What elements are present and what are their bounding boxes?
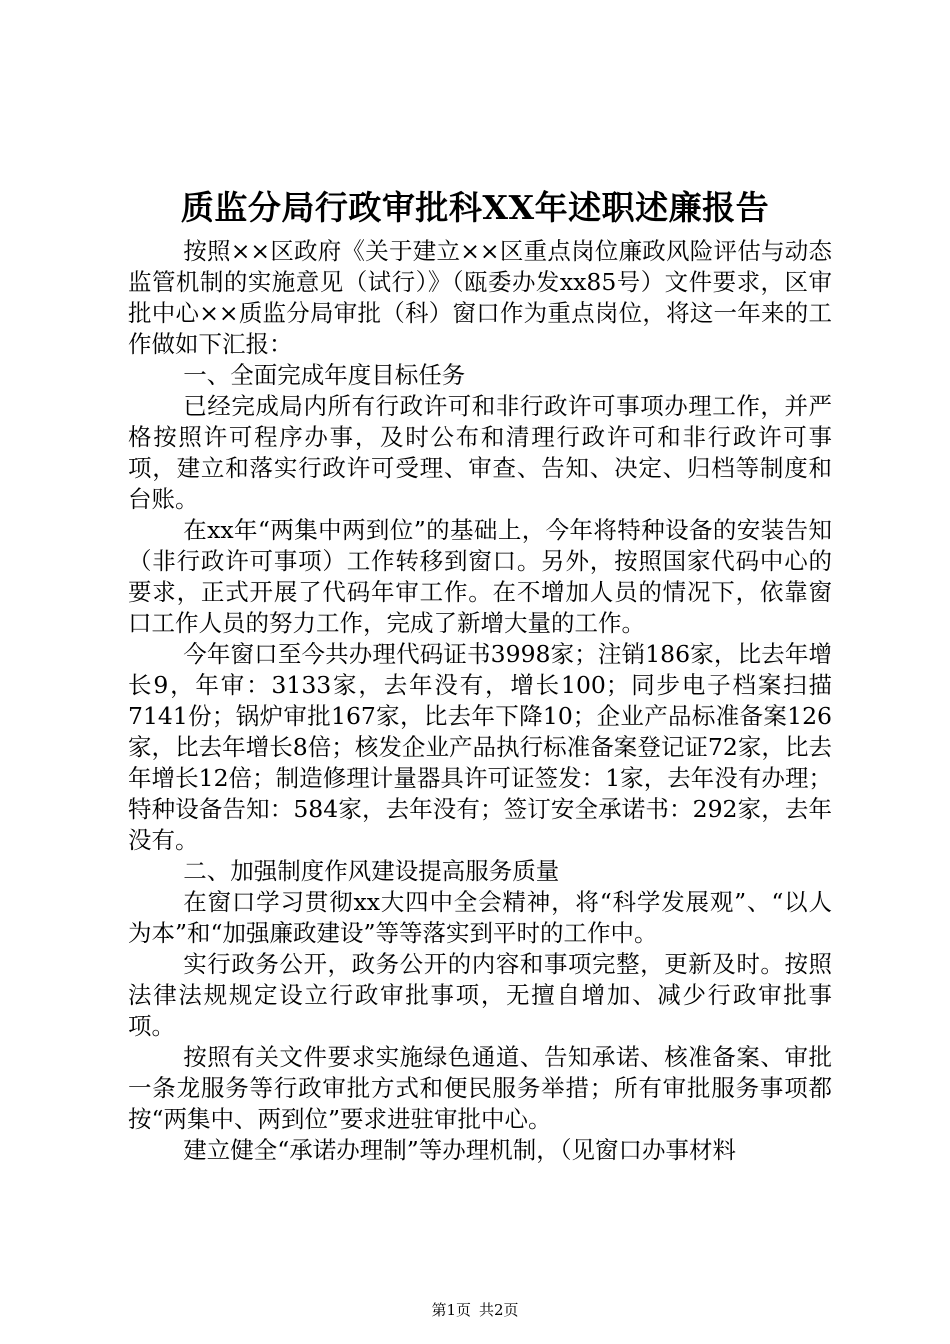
paragraph-statistics: 今年窗口至今共办理代码证书3998家；注销186家，比去年增长9，年审：3133家，去年没有，增长100；同步电子档案扫描7141份；锅炉审批167家，比去年下降10；企业产品标准备案126家，比去年增长8倍；核发企业产品执行标准备案登记证72家，比去年增长12倍；制造修理计量器具许可证签发：1家，去年没有办理；特种设备告知：584家，去年没有；签订安全承诺书：292家，去年没有。 [128, 640, 832, 854]
page-number: 第1页 [431, 1301, 471, 1319]
section-heading-2: 二、加强制度作风建设提高服务质量 [183, 857, 560, 885]
page-total: 共2页 [479, 1301, 519, 1319]
paragraph: 在xx年“两集中两到位”的基础上，今年将特种设备的安装告知（非行政许可事项）工作转移到窗口。另外，按照国家代码中心的要求，正式开展了代码年审工作。在不增加人员的情况下，依靠窗口工作人员的努力工作，完成了新增大量的工作。 [128, 516, 832, 637]
paragraph: 实行政务公开，政务公开的内容和事项完整，更新及时。按照法律法规规定设立行政审批事项，无擅自增加、减少行政审批事项。 [128, 950, 832, 1040]
paragraph: 在窗口学习贯彻xx大四中全会精神，将“科学发展观”、“以人为本”和“加强廉政建设”等等落实到平时的工作中。 [128, 888, 832, 947]
section-heading-1: 一、全面完成年度目标任务 [183, 361, 466, 389]
paragraph-intro: 按照××区政府《关于建立××区重点岗位廉政风险评估与动态监管机制的实施意见（试行）》（瓯委办发xx85号）文件要求，区审批中心××质监分局审批（科）窗口作为重点岗位，将这一年来的工作做如下汇报： [128, 237, 832, 358]
paragraph: 按照有关文件要求实施绿色通道、告知承诺、核准备案、审批一条龙服务等行政审批方式和便民服务举措；所有审批服务事项都按“两集中、两到位”要求进驻审批中心。 [128, 1043, 832, 1133]
document-title: 质监分局行政审批科XX年述职述廉报告 [180, 188, 770, 227]
page-footer [0, 1300, 950, 1320]
paragraph: 建立健全“承诺办理制”等办理机制，（见窗口办事材料 [183, 1136, 736, 1164]
document-body [128, 236, 832, 1166]
paragraph: 已经完成局内所有行政许可和非行政许可事项办理工作，并严格按照许可程序办事，及时公布和清理行政许可和非行政许可事项，建立和落实行政许可受理、审查、告知、决定、归档等制度和台账。 [128, 392, 832, 513]
